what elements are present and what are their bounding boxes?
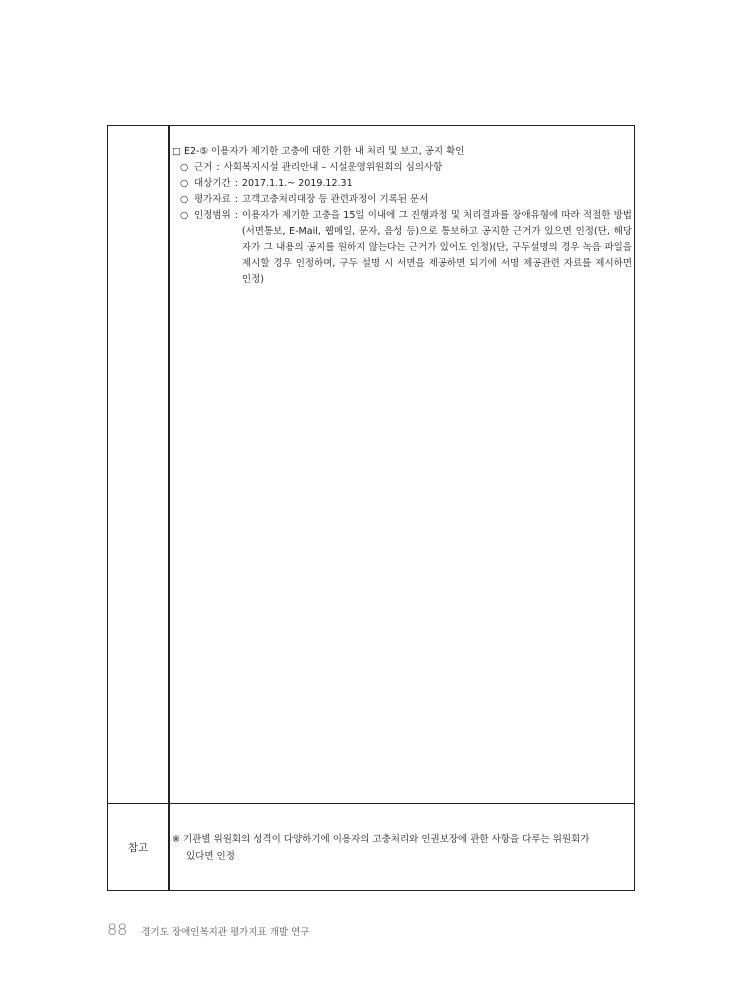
bullet-text: 고객고충처리대장 등 관련과정이 기록된 문서 xyxy=(241,194,429,205)
bullet-scope xyxy=(172,208,632,288)
scope-text: 이용자가 제기한 고충을 15일 이내에 그 진행과정 및 처리결과를 장애유형에 따라 적절한 방법(서면통보, E-Mail, 웹메일, 문자, 음성 등)으로 통보하고 공지한 근거가 있으면 인정(단, 해당자가 그 내용의 공지를 원하지 않는다는 근거가 있어도 인정)(단, 구두설명의 경우 녹음 파일을 제시할 경우 인정하며, 구두 설명 시 서면을 제공하면 되기에 서명 제공관련 자료를 제시하면 인정) xyxy=(241,210,632,285)
reference-text xyxy=(172,831,632,865)
bullet-marker: ○ xyxy=(180,210,189,221)
bullet-label: 근거 xyxy=(194,162,213,173)
page-number: 88 xyxy=(107,920,128,939)
bullet-marker: ○ xyxy=(180,194,189,205)
reference-line-2: 있다면 인정 xyxy=(186,851,235,862)
bullet-label: 인정범위 xyxy=(194,210,231,221)
page-footer xyxy=(107,920,309,939)
bullet-materials xyxy=(172,192,632,208)
bullet-label: 평가자료 xyxy=(194,194,231,205)
column-divider xyxy=(168,126,170,890)
bullet-separator: : xyxy=(234,210,238,221)
evaluation-table xyxy=(107,125,635,891)
bullet-marker: ○ xyxy=(180,162,189,173)
bullet-marker: ○ xyxy=(180,178,189,189)
bullet-label: 대상기간 xyxy=(194,178,231,189)
bullet-separator: : xyxy=(234,194,238,205)
bullet-text: 사회복지시설 관리안내 – 시설운영위원회의 심의사항 xyxy=(223,162,443,173)
scope-head xyxy=(180,208,242,288)
indicator-content xyxy=(172,144,632,288)
bullet-period xyxy=(172,176,632,192)
document-title: 경기도 장애인복지관 평가지표 개발 연구 xyxy=(141,927,310,938)
bullet-basis xyxy=(172,160,632,176)
row-divider xyxy=(108,803,634,804)
reference-label: 참고 xyxy=(127,842,149,854)
bullet-separator: : xyxy=(216,162,220,173)
bullet-separator: : xyxy=(234,178,238,189)
indicator-heading: □ E2-⑤ 이용자가 제기한 고충에 대한 기한 내 처리 및 보고, 공지 확인 xyxy=(172,146,465,157)
reference-line-1: ※ 기관별 위원회의 성격이 다양하기에 이용자의 고충처리와 인권보장에 관한 사항을 다루는 위원회가 xyxy=(172,834,590,845)
bullet-text: 2017.1.1.~ 2019.12.31 xyxy=(241,178,353,189)
